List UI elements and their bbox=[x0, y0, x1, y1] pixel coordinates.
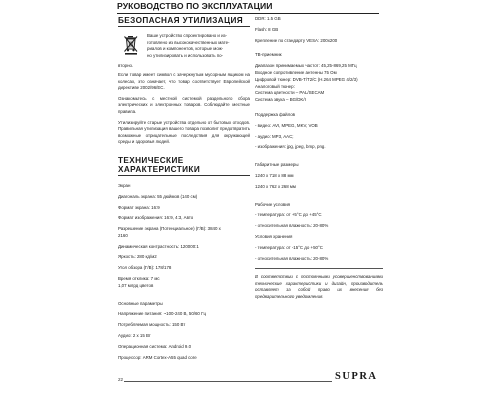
spec-line: Время отклика: 7 мс bbox=[118, 276, 160, 282]
spec-line: Угол обзора (Г/В): 178/178 bbox=[118, 265, 172, 271]
spec-line: Потребляемая мощность: 150 Вт bbox=[118, 322, 186, 328]
note-divider bbox=[255, 268, 383, 269]
spec-line: Операционная система: Android 9.0 bbox=[118, 343, 192, 349]
spec-line: Яркость: 280 кд/м2 bbox=[118, 254, 157, 260]
spec-line: Процессор: ARM Cortex-A55 quad core bbox=[118, 354, 197, 360]
storage-title: Условия хранения bbox=[255, 233, 293, 239]
tv-line: Система цветности – PAL/SECAM bbox=[255, 90, 325, 96]
spec-line: 2160 bbox=[118, 232, 128, 238]
page-header: РУКОВОДСТВО ПО ЭКСПЛУАТАЦИИ bbox=[117, 1, 379, 14]
left-column bbox=[118, 16, 250, 361]
files-line: - видео: AVI, MPEG, MKV, VOB bbox=[255, 122, 318, 128]
tv-title: ТВ-приемник bbox=[255, 52, 282, 58]
screen-title: Экран bbox=[118, 182, 131, 188]
intro-end: вторно. bbox=[118, 63, 134, 69]
spec-line: Формат экрана: 16:9 bbox=[118, 204, 160, 210]
storage-line: - температура: от -15°С до +50°С bbox=[255, 244, 323, 250]
tv-line: Аналоговый тюнер: bbox=[255, 83, 295, 89]
vesa-line: Крепление по стандарту VESA: 200x200 bbox=[255, 37, 338, 43]
disposal-heading: БЕЗОПАСНАЯ УТИЛИЗАЦИЯ bbox=[118, 16, 250, 27]
tv-line: Входное сопротивление антенны 75 Ом bbox=[255, 69, 337, 75]
work-line: - температура: от +5°С до +45°С bbox=[255, 212, 322, 218]
disposal-intro bbox=[118, 33, 250, 59]
spec-line: Разрешение экрана (Потенциальное) (Г/В): 3840 х bbox=[118, 226, 221, 232]
disposal-paragraph: Если товар имеет символ с зачеркнутым мусорным ящиком на колесах, это означает, что товар соответствует Европейской директиве 2002/96/ЕС. bbox=[118, 71, 250, 91]
specs-disclaimer: В соответствии с постоянными усовершенствованиями технические характеристики и дизайн, производитель оставляет за собой право их внесения без предварительного уведомления. bbox=[255, 274, 383, 299]
work-line: - относительная влажность: 20-80% bbox=[255, 223, 329, 229]
intro-line: Ваше устройство спроектировано и из- bbox=[147, 33, 228, 38]
spec-line: Аудио: 2 х 15 Вт bbox=[118, 333, 151, 339]
files-title: Поддержка файлов bbox=[255, 111, 296, 117]
spec-line: Формат изображения: 16:9, 4:3, Авто bbox=[118, 215, 194, 221]
tv-line: Цифровой тюнер: DVB-T/T2/C (H.264 MPEG 4/2/3) bbox=[255, 76, 358, 82]
footer-divider bbox=[124, 381, 332, 382]
spec-line: Напряжение питания: ~100-240 В, 50/60 Гц bbox=[118, 311, 206, 317]
files-line: - изображения: jpg, jpeg, bmp, png. bbox=[255, 144, 326, 150]
spec-line: Динамическая контрастность: 120000:1 bbox=[118, 243, 199, 249]
disposal-paragraph: Ознакомьтесь с местной системой раздельного сбора электрических и электронных товаров. Соблюдайте местные правила. bbox=[118, 95, 250, 114]
spec-line: 1,07 млрд цветов bbox=[118, 282, 154, 288]
right-column bbox=[255, 16, 383, 300]
work-title: Рабочие условия bbox=[255, 201, 291, 207]
page-number: 22 bbox=[118, 377, 124, 382]
tv-line: Система звука – BG/DK/I bbox=[255, 97, 306, 103]
dims-line: 1240 х 762 х 268 мм bbox=[255, 183, 296, 189]
intro-line: но утилизировать и использовать по- bbox=[147, 52, 223, 58]
memory-line: DDR: 1.5 GB bbox=[255, 16, 281, 21]
disposal-paragraph: Утилизируйте старые устройства отдельно от бытовых отходов. Правильная утилизация вашего товара позволит предотвратить возможные отрицательные последствия для окружающей среды и здоровья людей. bbox=[118, 119, 250, 145]
dims-line: 1240 х 718 х 88 мм bbox=[255, 172, 294, 178]
tv-line: Диапазон принимаемых частот: 45,25-869,25 МГц bbox=[255, 63, 357, 69]
files-line: - аудио: MP3, AAC; bbox=[255, 133, 294, 139]
specs-heading: ТЕХНИЧЕСКИЕ ХАРАКТЕРИСТИКИ bbox=[118, 156, 250, 176]
brand-logo: SUPRA bbox=[335, 371, 378, 382]
crossed-out-wheelie-bin-icon bbox=[123, 35, 139, 55]
intro-line: готовлено из высококачественных мате- bbox=[147, 39, 230, 45]
intro-line: риалов и компонентов, которые мож- bbox=[147, 46, 224, 52]
storage-line: - относительная влажность: 20-80% bbox=[255, 255, 329, 261]
disposal-intro-text bbox=[147, 33, 230, 59]
spec-line: Диагональ экрана: 55 дюймов (140 см) bbox=[118, 193, 198, 199]
dims-title: Габаритные размеры bbox=[255, 162, 299, 168]
main-params-title: Основные параметры bbox=[118, 300, 163, 306]
memory-line: Flash: 8 GB bbox=[255, 26, 279, 32]
